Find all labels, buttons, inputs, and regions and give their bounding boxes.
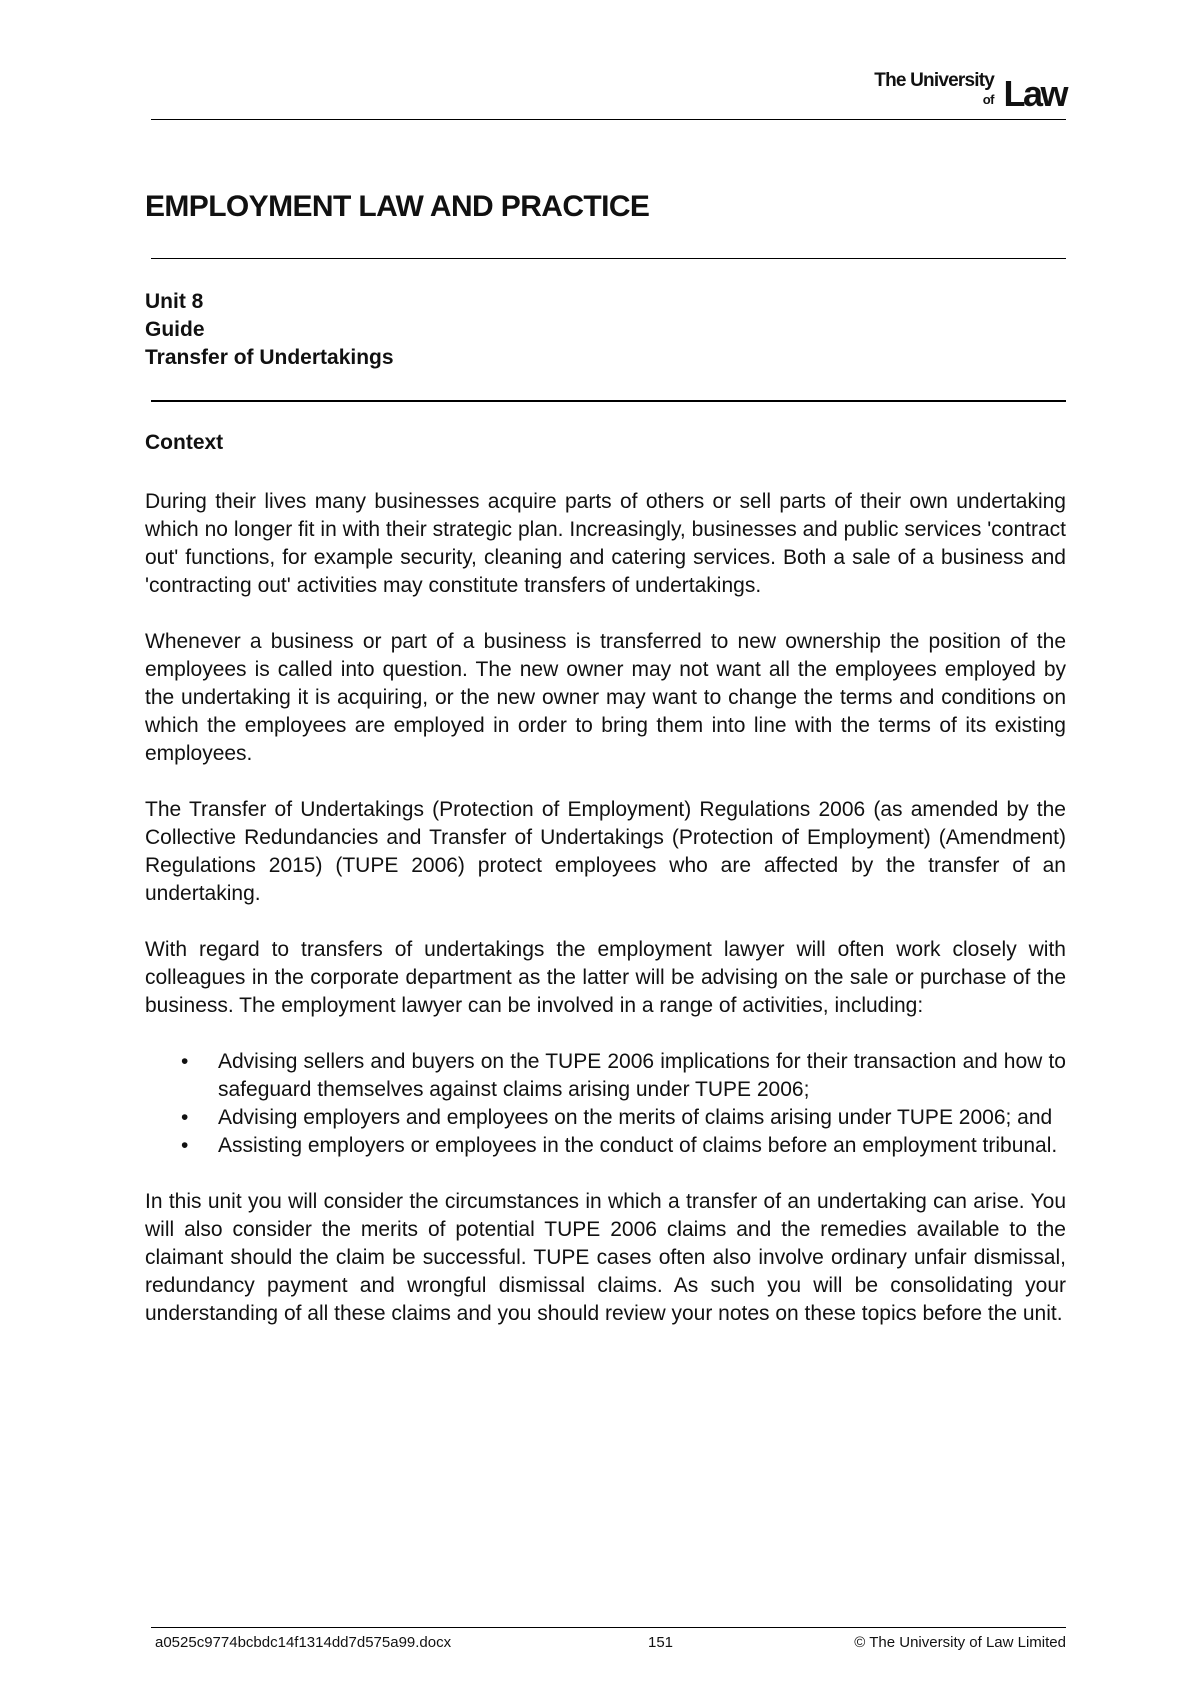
list-item-text: Assisting employers or employees in the conduct of claims before an employment tribunal. (218, 1134, 1058, 1157)
university-logo (846, 70, 1066, 114)
unit-divider (151, 400, 1066, 402)
paragraph: The Transfer of Undertakings (Protection of Employment) Regulations 2006 (as amended by the Collective Redundancies and Transfer of Undertakings (Protection of Employment) (Amendment) Regulations 2015) (TUPE 2006) protect employees who are affected by the transfer of an undertaking. (145, 798, 1066, 905)
header-divider (151, 119, 1066, 120)
logo-line-2: of (982, 92, 994, 107)
body-text (145, 488, 1066, 1356)
activities-list (145, 1048, 1066, 1160)
document-type: Guide (145, 318, 205, 341)
paragraph: During their lives many businesses acquire parts of others or sell parts of their own undertaking which no longer fit in with their strategic plan. Increasingly, businesses and public services 'contract out' functions, for example security, cleaning and catering services. Both a sale of a business and 'contracting out' activities may constitute transfers of undertakings. (145, 490, 1066, 597)
bullet-icon: • (181, 1106, 189, 1129)
title-divider (151, 258, 1066, 259)
bullet-icon: • (181, 1134, 189, 1157)
footer-divider (151, 1627, 1066, 1628)
unit-number: Unit 8 (145, 290, 204, 313)
unit-block (145, 288, 394, 372)
section-heading: Context (145, 431, 224, 454)
unit-subject: Transfer of Undertakings (145, 346, 394, 369)
paragraph: With regard to transfers of undertakings the employment lawyer will often work closely with colleagues in the corporate department as the latter will be advising on the sale or purchase of the business. The employment lawyer can be involved in a range of activities, including: (145, 938, 1066, 1017)
document-title: EMPLOYMENT LAW AND PRACTICE (145, 190, 650, 223)
paragraph: Whenever a business or part of a business is transferred to new ownership the position of the employees is called into question. The new owner may not want all the employees employed by the undertaking it is acquiring, or the new owner may want to change the terms and conditions on which the employees are employed in order to bring them into line with the terms of its existing employees. (145, 630, 1066, 765)
logo-line-3: Law (1003, 73, 1066, 114)
list-item (145, 1132, 1066, 1160)
list-item-text: Advising sellers and buyers on the TUPE 2006 implications for their transaction and how to safeguard themselves against claims arising under TUPE 2006; (218, 1050, 1066, 1101)
bullet-icon: • (181, 1050, 189, 1073)
list-item (145, 1104, 1066, 1132)
list-item-text: Advising employers and employees on the merits of claims arising under TUPE 2006; and (218, 1106, 1053, 1129)
list-item (145, 1048, 1066, 1104)
closing-paragraph: In this unit you will consider the circumstances in which a transfer of an undertaking can arise. You will also consider the merits of potential TUPE 2006 claims and the remedies available to the claimant should the claim be successful. TUPE cases often also involve ordinary unfair dismissal, redundancy payment and wrongful dismissal claims. As such you will be consolidating your understanding of all these claims and you should review your notes on these topics before the unit. (145, 1190, 1066, 1325)
footer-copyright: © The University of Law Limited (854, 1634, 1066, 1651)
footer-filename: a0525c9774bcbdc14f1314dd7d575a99.docx (155, 1634, 452, 1651)
footer-page-number: 151 (648, 1634, 674, 1651)
logo-line-1: The University (874, 70, 994, 91)
